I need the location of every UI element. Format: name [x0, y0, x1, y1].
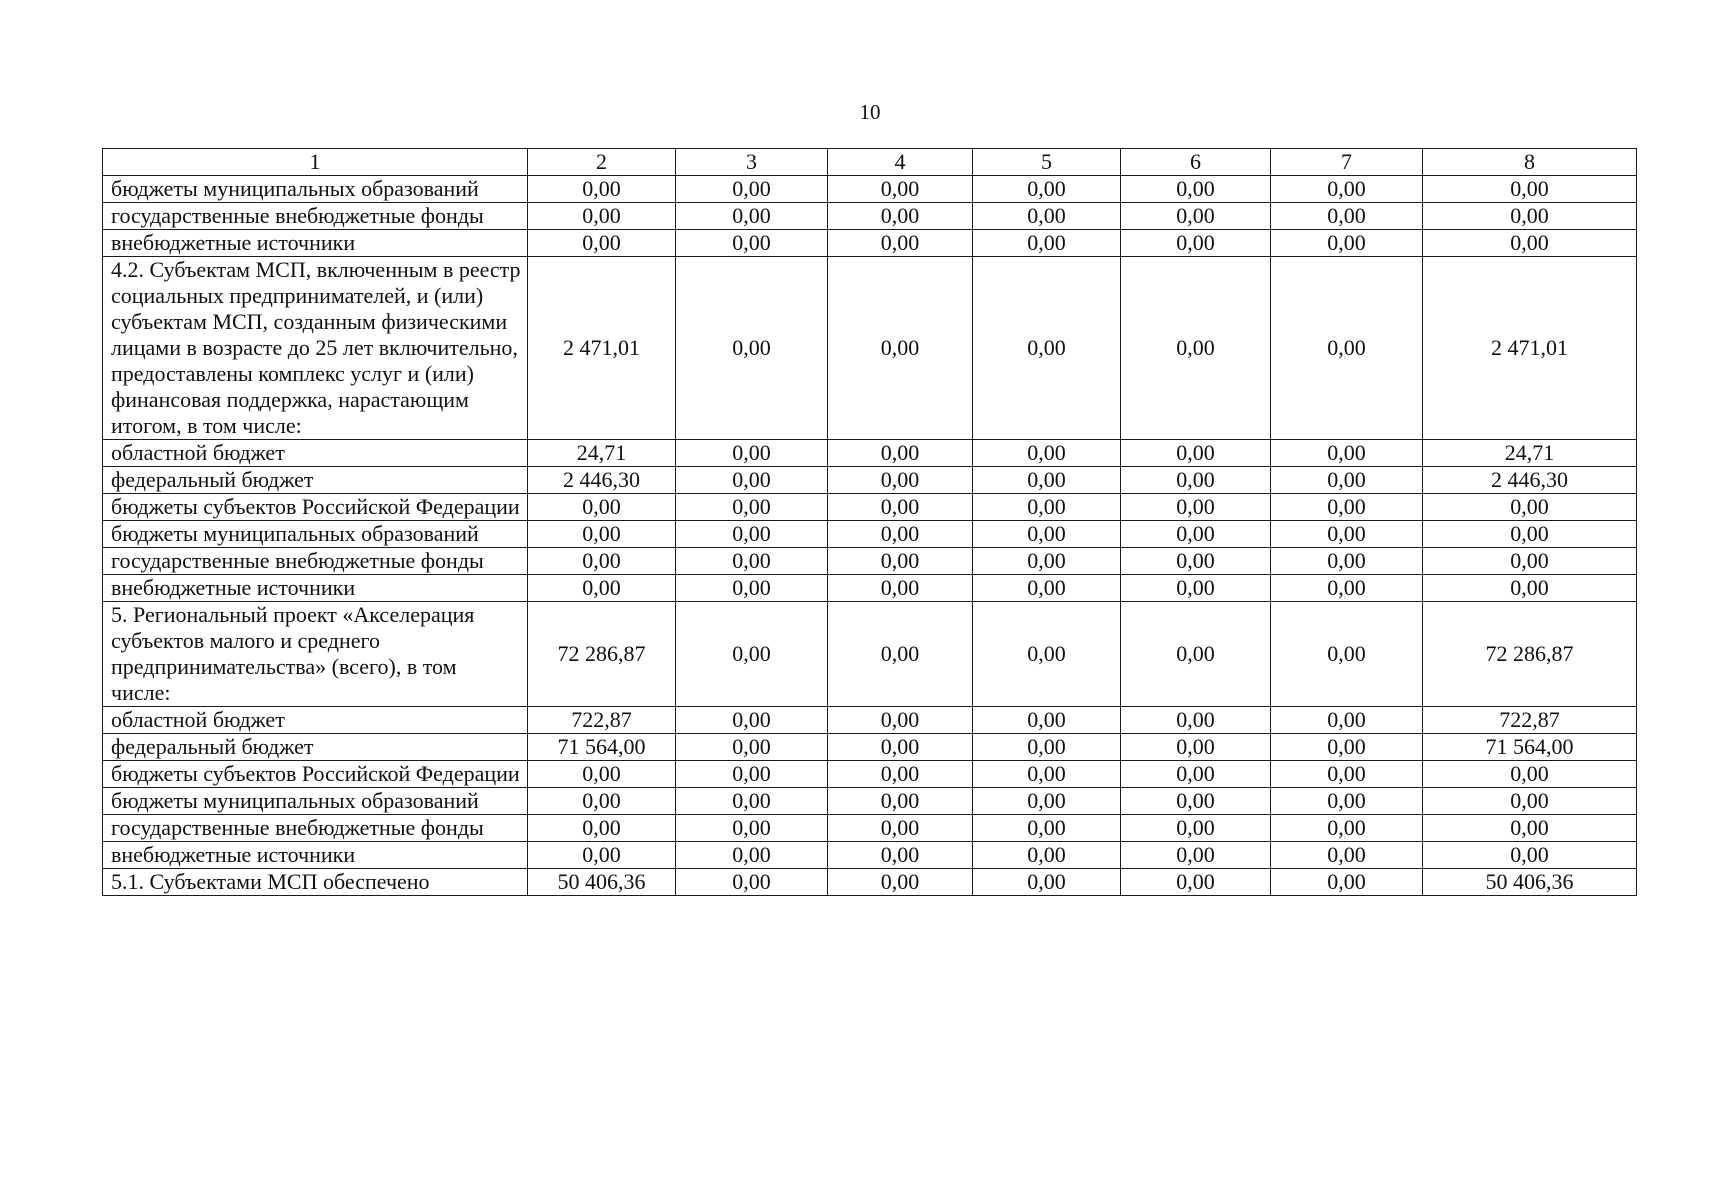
value-cell: 0,00 — [676, 203, 828, 230]
table-row — [103, 575, 1637, 602]
row-label-cell: внебюджетные источники — [103, 230, 528, 257]
value-cell: 0,00 — [828, 203, 973, 230]
value-cell: 0,00 — [1423, 815, 1637, 842]
value-cell: 0,00 — [973, 815, 1121, 842]
value-cell: 0,00 — [1121, 521, 1271, 548]
value-cell: 0,00 — [528, 494, 676, 521]
table-row — [103, 176, 1637, 203]
value-cell: 0,00 — [828, 257, 973, 440]
row-label-cell: федеральный бюджет — [103, 467, 528, 494]
table-row — [103, 734, 1637, 761]
value-cell: 0,00 — [528, 230, 676, 257]
value-cell: 50 406,36 — [1423, 869, 1637, 896]
value-cell: 0,00 — [973, 230, 1121, 257]
value-cell: 0,00 — [973, 602, 1121, 707]
value-cell: 0,00 — [528, 203, 676, 230]
value-cell: 0,00 — [676, 230, 828, 257]
budget-table — [102, 148, 1637, 896]
value-cell: 0,00 — [828, 176, 973, 203]
value-cell: 0,00 — [676, 521, 828, 548]
value-cell: 0,00 — [1423, 761, 1637, 788]
row-label-cell: внебюджетные источники — [103, 842, 528, 869]
value-cell: 0,00 — [1423, 548, 1637, 575]
value-cell: 0,00 — [973, 176, 1121, 203]
page-number: 10 — [859, 100, 881, 124]
value-cell: 0,00 — [828, 230, 973, 257]
table-row — [103, 494, 1637, 521]
table-row — [103, 257, 1637, 440]
value-cell: 0,00 — [676, 176, 828, 203]
value-cell: 0,00 — [1271, 176, 1423, 203]
value-cell: 0,00 — [1121, 467, 1271, 494]
value-cell: 0,00 — [1271, 521, 1423, 548]
value-cell: 0,00 — [1271, 203, 1423, 230]
value-cell: 0,00 — [1121, 707, 1271, 734]
row-label-cell: федеральный бюджет — [103, 734, 528, 761]
value-cell: 0,00 — [676, 734, 828, 761]
value-cell: 0,00 — [528, 575, 676, 602]
row-label-cell: бюджеты муниципальных образований — [103, 521, 528, 548]
value-cell: 0,00 — [973, 521, 1121, 548]
value-cell: 0,00 — [1271, 707, 1423, 734]
table-row — [103, 203, 1637, 230]
value-cell: 0,00 — [1423, 521, 1637, 548]
value-cell: 0,00 — [676, 548, 828, 575]
column-number-cell: 7 — [1271, 149, 1423, 176]
value-cell: 0,00 — [828, 521, 973, 548]
value-cell: 2 471,01 — [528, 257, 676, 440]
table-body — [103, 149, 1637, 896]
value-cell: 0,00 — [676, 788, 828, 815]
value-cell: 0,00 — [1271, 734, 1423, 761]
value-cell: 0,00 — [828, 707, 973, 734]
value-cell: 2 446,30 — [1423, 467, 1637, 494]
value-cell: 0,00 — [676, 761, 828, 788]
value-cell: 0,00 — [1121, 203, 1271, 230]
value-cell: 0,00 — [1271, 602, 1423, 707]
column-number-cell: 8 — [1423, 149, 1637, 176]
value-cell: 0,00 — [1121, 869, 1271, 896]
value-cell: 0,00 — [973, 734, 1121, 761]
table-row — [103, 761, 1637, 788]
value-cell: 0,00 — [676, 602, 828, 707]
value-cell: 0,00 — [973, 788, 1121, 815]
value-cell: 0,00 — [528, 548, 676, 575]
column-number-cell: 6 — [1121, 149, 1271, 176]
column-number-cell: 3 — [676, 149, 828, 176]
row-label-cell: бюджеты муниципальных образований — [103, 788, 528, 815]
value-cell: 0,00 — [1121, 176, 1271, 203]
value-cell: 71 564,00 — [528, 734, 676, 761]
value-cell: 0,00 — [1271, 230, 1423, 257]
table-row — [103, 842, 1637, 869]
value-cell: 0,00 — [1121, 548, 1271, 575]
value-cell: 0,00 — [676, 575, 828, 602]
value-cell: 0,00 — [1271, 815, 1423, 842]
value-cell: 0,00 — [528, 815, 676, 842]
row-label-cell: областной бюджет — [103, 707, 528, 734]
value-cell: 2 471,01 — [1423, 257, 1637, 440]
value-cell: 0,00 — [973, 494, 1121, 521]
value-cell: 0,00 — [1121, 575, 1271, 602]
value-cell: 72 286,87 — [528, 602, 676, 707]
column-number-cell: 4 — [828, 149, 973, 176]
value-cell: 0,00 — [676, 869, 828, 896]
table-row — [103, 788, 1637, 815]
table-row — [103, 602, 1637, 707]
row-label-cell: бюджеты муниципальных образований — [103, 176, 528, 203]
value-cell: 0,00 — [973, 575, 1121, 602]
row-label-cell: государственные внебюджетные фонды — [103, 548, 528, 575]
value-cell: 0,00 — [828, 869, 973, 896]
value-cell: 0,00 — [1121, 602, 1271, 707]
value-cell: 0,00 — [973, 203, 1121, 230]
value-cell: 0,00 — [973, 257, 1121, 440]
value-cell: 0,00 — [828, 440, 973, 467]
value-cell: 24,71 — [528, 440, 676, 467]
value-cell: 0,00 — [528, 761, 676, 788]
value-cell: 0,00 — [1271, 575, 1423, 602]
value-cell: 0,00 — [528, 521, 676, 548]
value-cell: 0,00 — [528, 842, 676, 869]
value-cell: 0,00 — [828, 494, 973, 521]
value-cell: 0,00 — [1271, 494, 1423, 521]
value-cell: 0,00 — [973, 842, 1121, 869]
value-cell: 72 286,87 — [1423, 602, 1637, 707]
value-cell: 0,00 — [676, 467, 828, 494]
value-cell: 0,00 — [1121, 788, 1271, 815]
value-cell: 0,00 — [973, 548, 1121, 575]
table-row — [103, 230, 1637, 257]
value-cell: 0,00 — [828, 467, 973, 494]
value-cell: 0,00 — [828, 548, 973, 575]
value-cell: 50 406,36 — [528, 869, 676, 896]
value-cell: 0,00 — [1271, 440, 1423, 467]
row-label-cell: государственные внебюджетные фонды — [103, 203, 528, 230]
value-cell: 722,87 — [1423, 707, 1637, 734]
value-cell: 2 446,30 — [528, 467, 676, 494]
column-number-cell: 1 — [103, 149, 528, 176]
row-label-cell: 4.2. Субъектам МСП, включенным в реестр социальных предпринимателей, и (или) субъектам МСП, созданным физическими лицами в возрасте до 25 лет включительно, предоставлены комплекс услуг и (или) финансовая поддержка, нарастающим итогом, в том числе: — [103, 257, 528, 440]
value-cell: 0,00 — [828, 575, 973, 602]
value-cell: 0,00 — [1121, 761, 1271, 788]
value-cell: 0,00 — [1121, 734, 1271, 761]
value-cell: 0,00 — [973, 869, 1121, 896]
table-row — [103, 467, 1637, 494]
value-cell: 0,00 — [1121, 230, 1271, 257]
table-row — [103, 440, 1637, 467]
value-cell: 0,00 — [828, 602, 973, 707]
value-cell: 0,00 — [528, 176, 676, 203]
value-cell: 0,00 — [1271, 842, 1423, 869]
value-cell: 0,00 — [1423, 788, 1637, 815]
value-cell: 0,00 — [1271, 761, 1423, 788]
table-row — [103, 815, 1637, 842]
row-label-cell: государственные внебюджетные фонды — [103, 815, 528, 842]
value-cell: 0,00 — [828, 734, 973, 761]
value-cell: 0,00 — [1423, 176, 1637, 203]
value-cell: 0,00 — [1121, 842, 1271, 869]
value-cell: 0,00 — [676, 815, 828, 842]
row-label-cell: бюджеты субъектов Российской Федерации — [103, 494, 528, 521]
value-cell: 0,00 — [973, 467, 1121, 494]
value-cell: 0,00 — [1423, 203, 1637, 230]
value-cell: 0,00 — [1121, 440, 1271, 467]
row-label-cell: бюджеты субъектов Российской Федерации — [103, 761, 528, 788]
value-cell: 0,00 — [676, 440, 828, 467]
value-cell: 0,00 — [1423, 842, 1637, 869]
value-cell: 0,00 — [676, 494, 828, 521]
value-cell: 24,71 — [1423, 440, 1637, 467]
table-row — [103, 707, 1637, 734]
value-cell: 0,00 — [973, 761, 1121, 788]
value-cell: 0,00 — [1423, 575, 1637, 602]
value-cell: 0,00 — [1423, 494, 1637, 521]
value-cell: 0,00 — [1271, 869, 1423, 896]
value-cell: 0,00 — [1121, 257, 1271, 440]
value-cell: 0,00 — [676, 257, 828, 440]
value-cell: 0,00 — [828, 815, 973, 842]
value-cell: 0,00 — [1271, 257, 1423, 440]
column-number-cell: 5 — [973, 149, 1121, 176]
value-cell: 0,00 — [828, 788, 973, 815]
value-cell: 71 564,00 — [1423, 734, 1637, 761]
table-row — [103, 548, 1637, 575]
column-number-cell: 2 — [528, 149, 676, 176]
value-cell: 722,87 — [528, 707, 676, 734]
value-cell: 0,00 — [828, 842, 973, 869]
value-cell: 0,00 — [973, 707, 1121, 734]
value-cell: 0,00 — [1271, 788, 1423, 815]
row-label-cell: внебюджетные источники — [103, 575, 528, 602]
value-cell: 0,00 — [1121, 494, 1271, 521]
value-cell: 0,00 — [1271, 467, 1423, 494]
table-row — [103, 869, 1637, 896]
value-cell: 0,00 — [676, 707, 828, 734]
column-number-row — [103, 149, 1637, 176]
value-cell: 0,00 — [1121, 815, 1271, 842]
row-label-cell: областной бюджет — [103, 440, 528, 467]
row-label-cell: 5.1. Субъектами МСП обеспечено — [103, 869, 528, 896]
value-cell: 0,00 — [676, 842, 828, 869]
value-cell: 0,00 — [1271, 548, 1423, 575]
value-cell: 0,00 — [1423, 230, 1637, 257]
value-cell: 0,00 — [528, 788, 676, 815]
table-row — [103, 521, 1637, 548]
row-label-cell: 5. Региональный проект «Акселерация субъектов малого и среднего предпринимательства» (всего), в том числе: — [103, 602, 528, 707]
value-cell: 0,00 — [828, 761, 973, 788]
value-cell: 0,00 — [973, 440, 1121, 467]
